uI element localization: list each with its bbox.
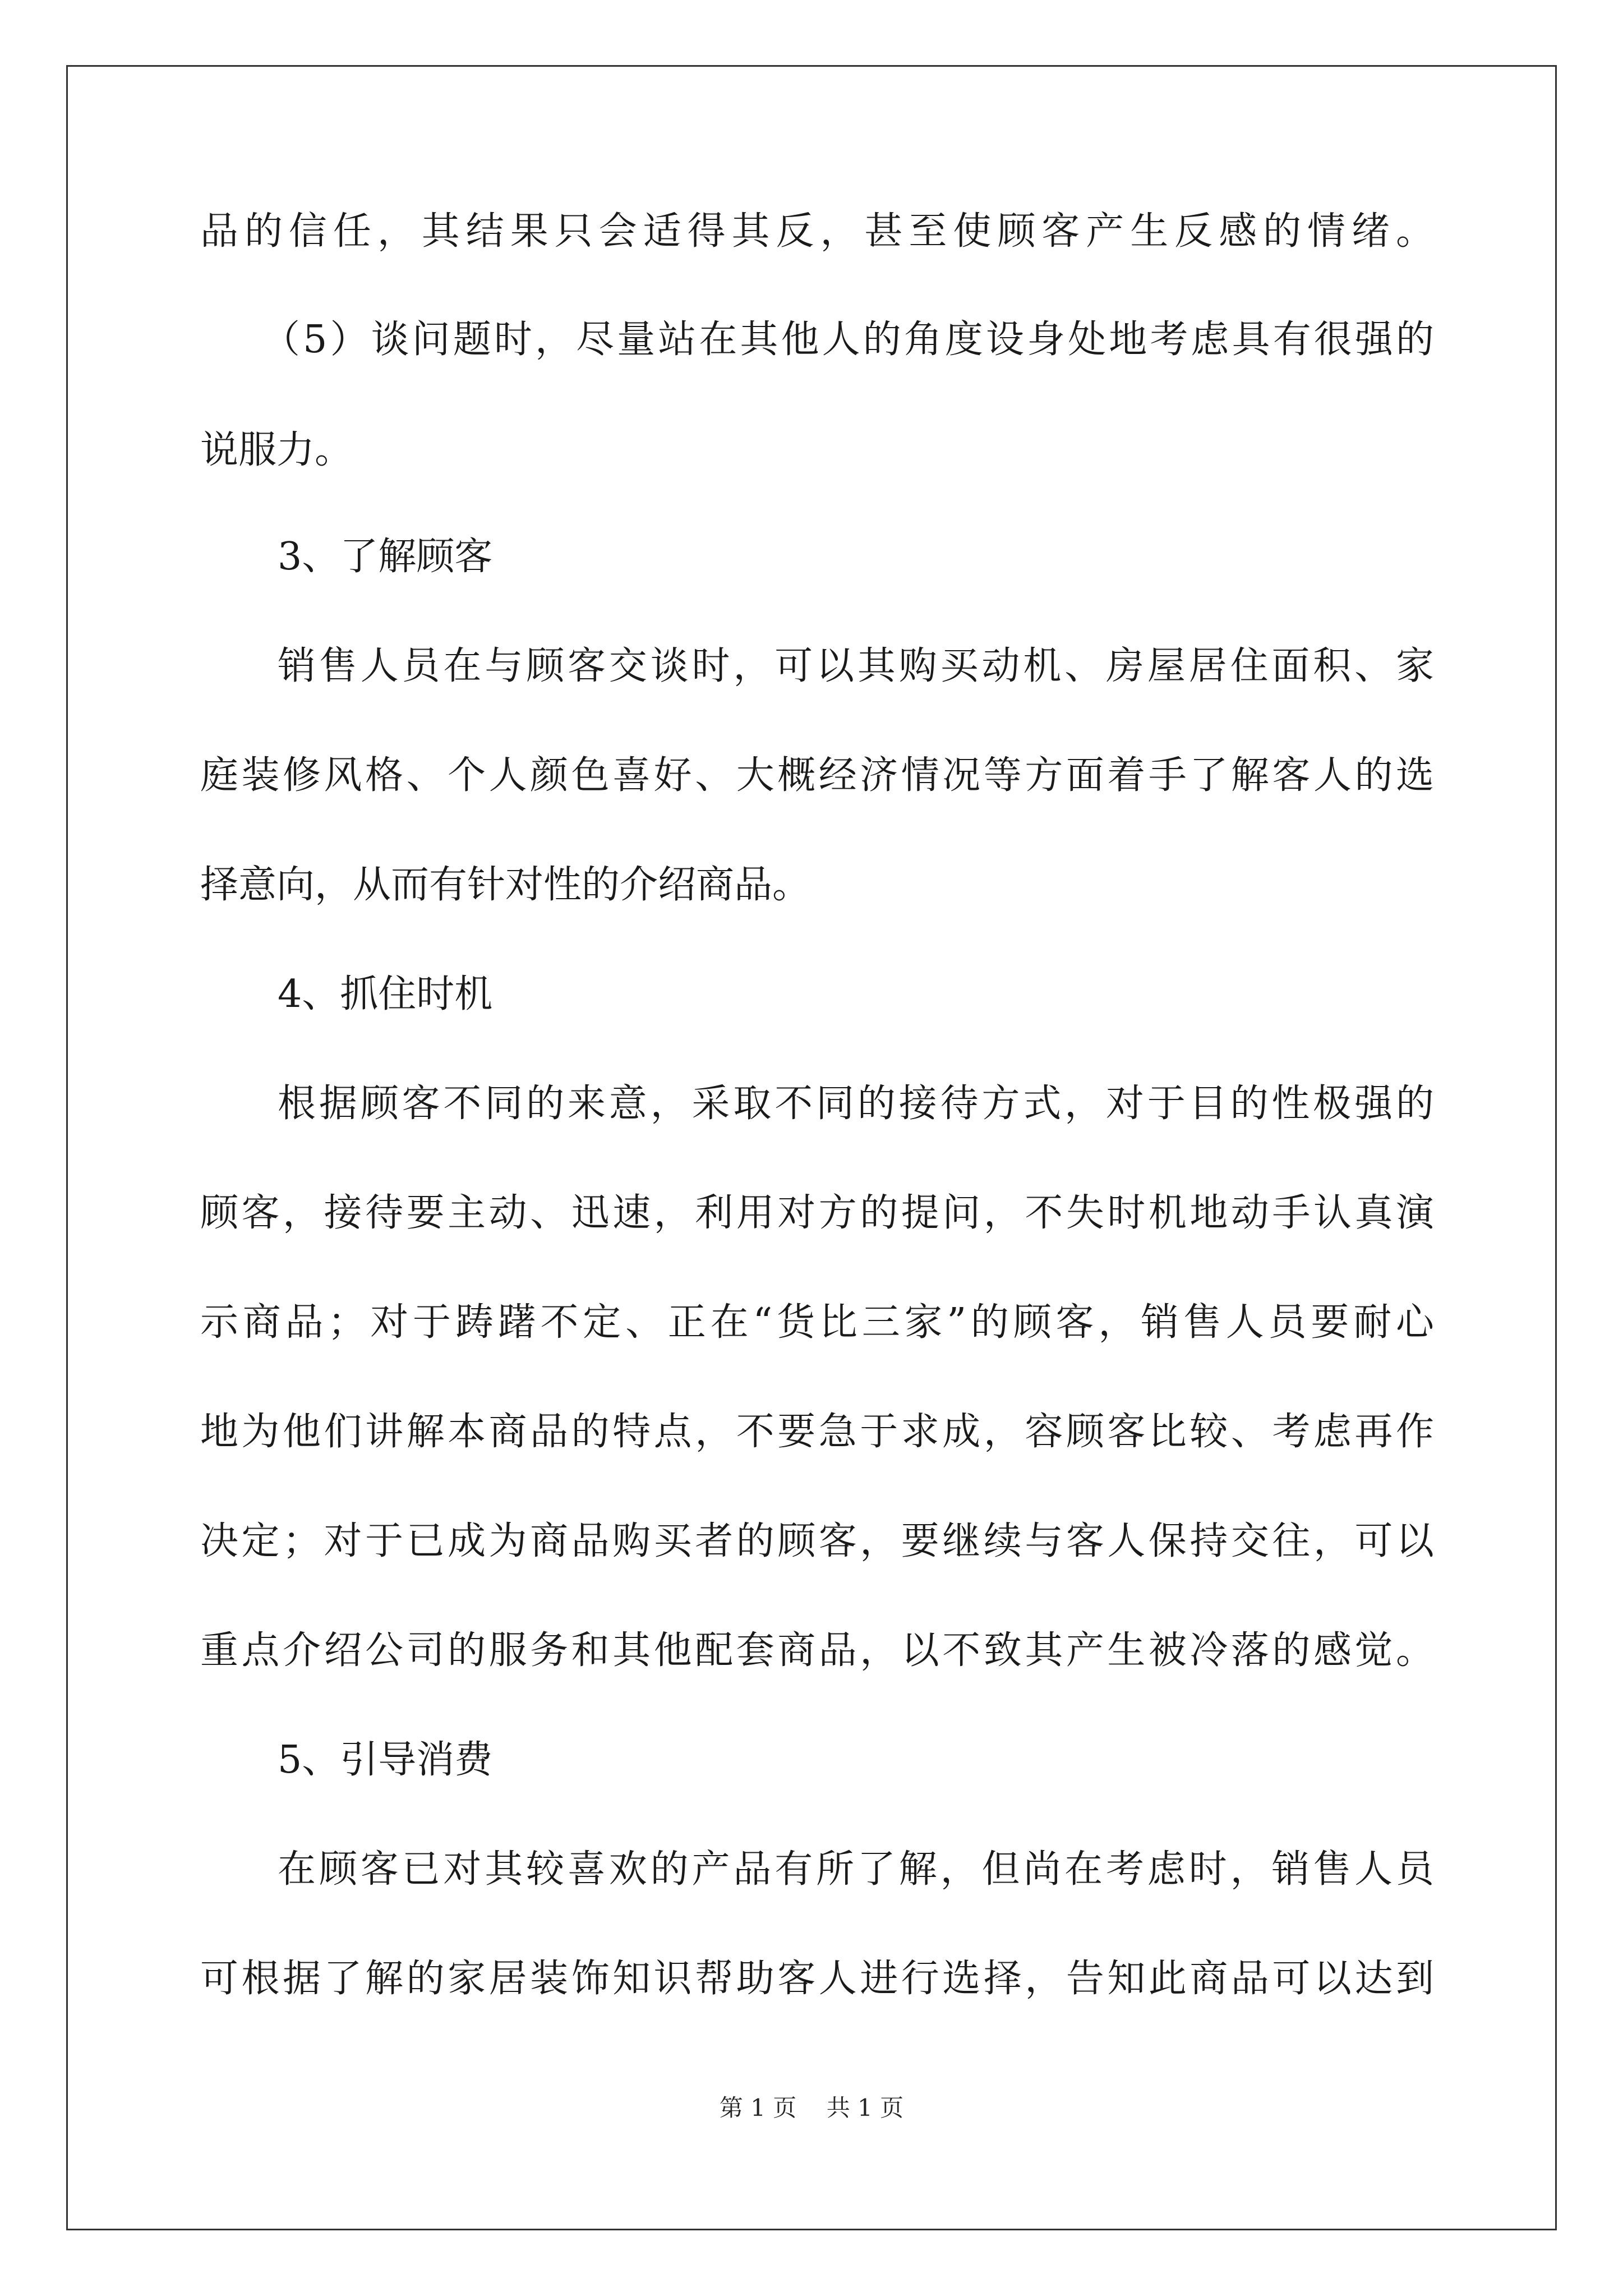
section-heading: 5、引导消费 xyxy=(278,1738,493,1782)
paragraph-line: 根据顾客不同的来意，采取不同的接待方式，对于目的性极强的 xyxy=(278,1082,1434,1126)
paragraph-line: 地为他们讲解本商品的特点，不要急于求成，容顾客比较、考虑再作 xyxy=(200,1410,1434,1454)
paragraph-line: 可根据了解的家居装饰知识帮助客人进行选择，告知此商品可以达到 xyxy=(200,1957,1434,2001)
paragraph-line: 示商品；对于踌躇不定、正在“货比三家”的顾客，销售人员要耐心 xyxy=(200,1300,1434,1345)
section-heading: 3、了解顾客 xyxy=(278,535,493,579)
paragraph-line: 重点介绍公司的服务和其他配套商品，以不致其产生被冷落的感觉。 xyxy=(200,1628,1434,1673)
paragraph-line: 择意向，从而有针对性的介绍商品。 xyxy=(200,863,811,907)
paragraph-line: （5）谈问题时，尽量站在其他人的角度设身处地考虑具有很强的 xyxy=(262,318,1434,362)
paragraph-line: 销售人员在与顾客交谈时，可以其购买动机、房屋居住面积、家 xyxy=(278,644,1434,688)
paragraph-line: 决定；对于已成为商品购买者的顾客，要继续与客人保持交往，可以 xyxy=(200,1519,1434,1563)
paragraph-line: 在顾客已对其较喜欢的产品有所了解，但尚在考虑时，销售人员 xyxy=(278,1847,1434,1892)
paragraph-line: 顾客，接待要主动、迅速，利用对方的提问，不失时机地动手认真演 xyxy=(200,1191,1434,1235)
page-border xyxy=(66,65,1557,2230)
page-footer: 第 1 页 共 1 页 xyxy=(719,2094,904,2122)
paragraph-line: 说服力。 xyxy=(200,428,353,472)
paragraph-line: 品的信任，其结果只会适得其反，甚至使顾客产生反感的情绪。 xyxy=(200,209,1434,254)
paragraph-line: 庭装修风格、个人颜色喜好、大概经济情况等方面着手了解客人的选 xyxy=(200,753,1434,798)
section-heading: 4、抓住时机 xyxy=(278,972,493,1016)
